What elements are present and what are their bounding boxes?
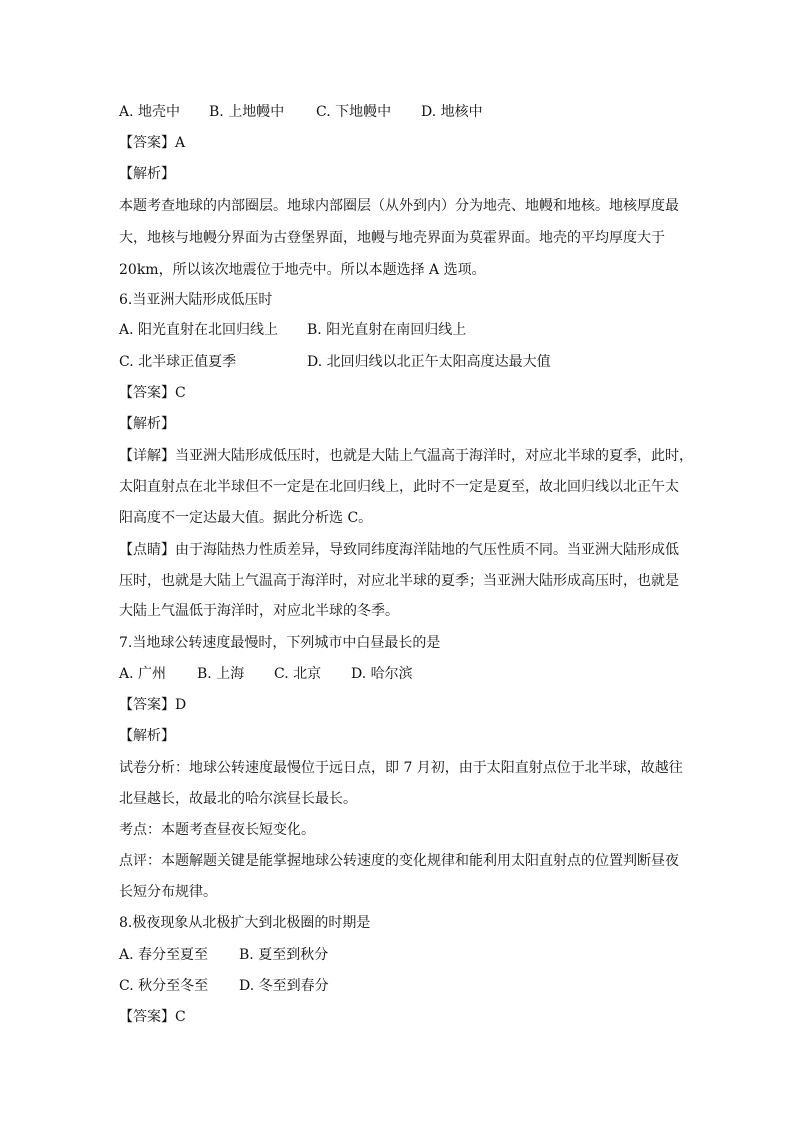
q8-option-a: A. 春分至夏至 (119, 947, 209, 963)
q6-detail-line: 阳高度不一定达最大值。据此分析选 C。 (119, 510, 373, 526)
q5-option-a: A. 地壳中 (119, 104, 181, 120)
q7-option-a: A. 广州 (119, 666, 167, 682)
q7-analysis-line: 北昼越长，故最北的哈尔滨昼长最长。 (119, 791, 357, 807)
q5-analysis-line: 20km，所以该次地震位于地壳中。所以本题选择 A 选项。 (119, 262, 486, 278)
q8-question: 8.极夜现象从北极扩大到北极圈的时期是 (119, 915, 371, 931)
q8-answer: 【答案】C (119, 1009, 186, 1025)
q8-option-c: C. 秋分至冬至 (119, 978, 209, 994)
q7-option-c: C. 北京 (274, 666, 322, 682)
q6-comment-line: 【点睛】由于海陆热力性质差异，导致同纬度海洋陆地的气压性质不同。当亚洲大陆形成低 (119, 542, 679, 558)
q6-question: 6.当亚洲大陆形成低压时 (119, 292, 273, 308)
q7-dianping-line: 长短分布规律。 (119, 884, 217, 900)
q5-analysis-line: 大，地核与地幔分界面为古登堡界面，地幔与地壳界面为莫霍界面。地壳的平均厚度大于 (119, 230, 665, 246)
q7-question: 7.当地球公转速度最慢时，下列城市中白昼最长的是 (119, 635, 441, 651)
q8-option-d: D. 冬至到春分 (239, 978, 329, 994)
q6-comment-line: 大陆上气温低于海洋时，对应北半球的冬季。 (119, 603, 399, 619)
q5-option-d: D. 地核中 (421, 104, 483, 120)
q6-analysis-label: 【解析】 (119, 416, 175, 432)
q8-option-b: B. 夏至到秋分 (239, 947, 329, 963)
q6-detail-line: 【详解】当亚洲大陆形成低压时，也就是大陆上气温高于海洋时，对应北半球的夏季，此时， (119, 448, 693, 464)
q6-option-b: B. 阳光直射在南回归线上 (307, 322, 467, 338)
q5-analysis-line: 本题考查地球的内部圈层。地球内部圈层（从外到内）分为地壳、地幔和地核。地核厚度最 (119, 198, 679, 214)
q6-option-a: A. 阳光直射在北回归线上 (119, 322, 279, 338)
q7-kaodian: 考点：本题考查昼夜长短变化。 (119, 822, 315, 838)
q6-comment-line: 压时，也就是大陆上气温高于海洋时，对应北半球的夏季；当亚洲大陆形成高压时，也就是 (119, 573, 679, 589)
q7-answer: 【答案】D (119, 697, 187, 713)
q6-option-c: C. 北半球正值夏季 (119, 354, 237, 370)
q7-option-d: D. 哈尔滨 (351, 666, 413, 682)
q7-option-b: B. 上海 (197, 666, 245, 682)
q6-answer: 【答案】C (119, 385, 186, 401)
q6-option-d: D. 北回归线以北正午太阳高度达最大值 (307, 354, 551, 370)
q7-dianping-line: 点评：本题解题关键是能掌握地球公转速度的变化规律和能利用太阳直射点的位置判断昼夜 (119, 853, 679, 869)
q6-detail-line: 太阳直射点在北半球但不一定是在北回归线上，此时不一定是夏至，故北回归线以北正午太 (119, 479, 679, 495)
q7-analysis-label: 【解析】 (119, 728, 175, 744)
q5-option-b: B. 上地幔中 (209, 104, 285, 120)
q7-analysis-line: 试卷分析：地球公转速度最慢位于远日点，即 7 月初，由于太阳直射点位于北半球，故越往 (119, 760, 683, 776)
q5-option-c: C. 下地幔中 (316, 104, 392, 120)
q5-answer: 【答案】A (119, 135, 186, 151)
q5-analysis-label: 【解析】 (119, 166, 175, 182)
